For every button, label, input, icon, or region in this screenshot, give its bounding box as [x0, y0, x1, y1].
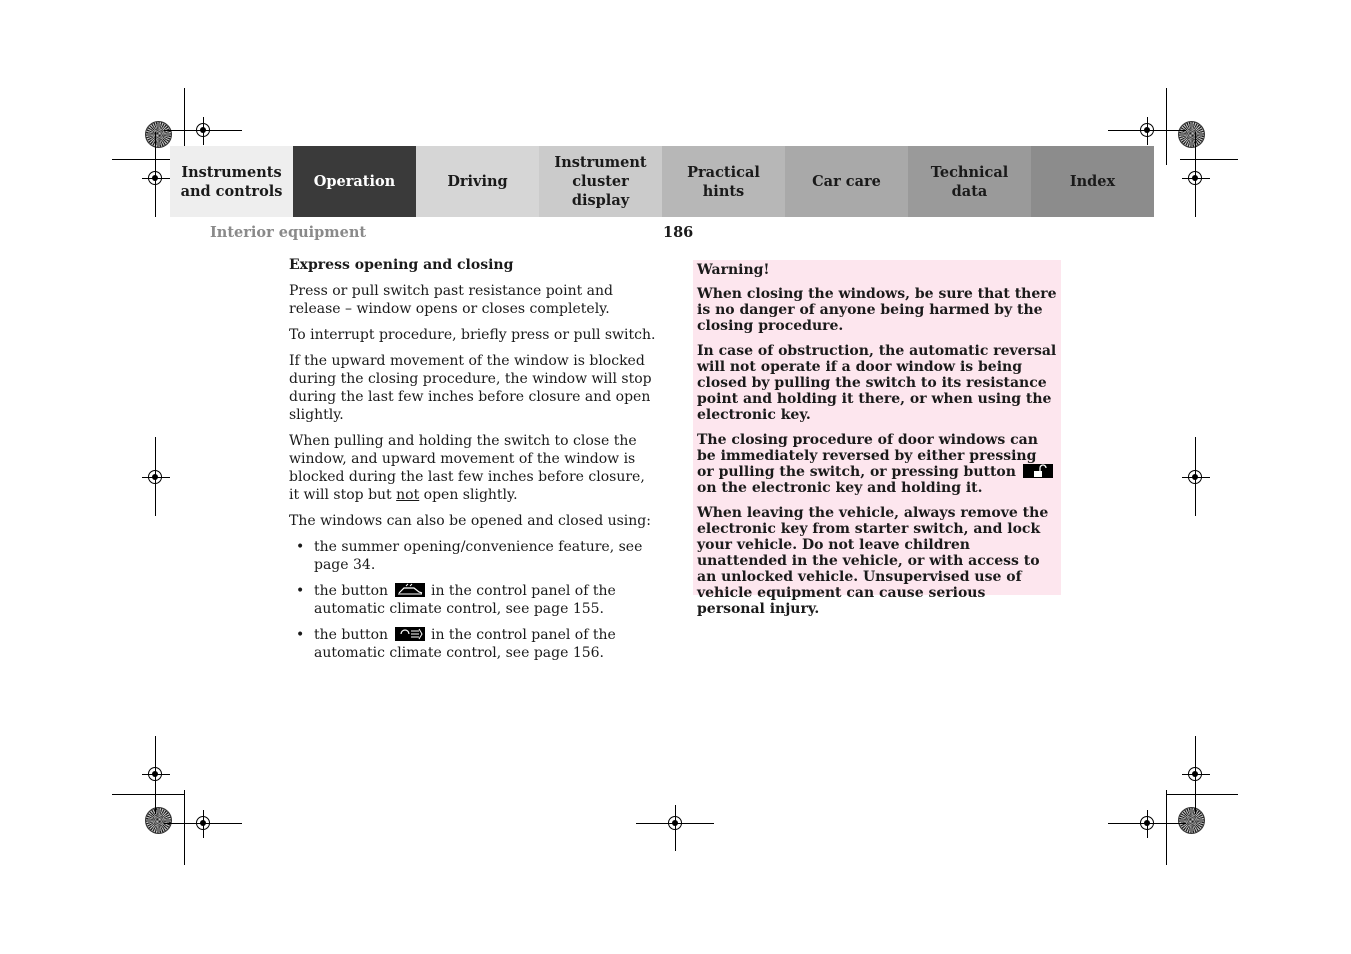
paragraph: The windows can also be opened and closed using: — [289, 513, 651, 529]
list-item-text: in the control panel of the automatic climate control, see page 155. — [314, 583, 616, 617]
warning-paragraph: When closing the windows, be sure that there is no danger of anyone being harmed by the closing procedure. — [697, 286, 1057, 334]
crop-mark — [1195, 132, 1196, 217]
crop-mark — [155, 437, 156, 516]
bullet: • — [296, 583, 305, 599]
registration-dial — [1178, 807, 1205, 834]
text-run: on the electronic key and holding it. — [697, 480, 983, 496]
list-item-text: in the control panel of the automatic climate control, see page 156. — [314, 627, 616, 661]
warning-paragraph: In case of obstruction, the automatic reversal will not operate if a door window is being closed by pulling the switch to its resistance point and holding it there, or when using the electronic key. — [697, 343, 1057, 423]
crop-mark — [184, 790, 185, 865]
car-window-icon — [395, 583, 425, 597]
paragraph: If the upward movement of the window is blocked during the closing procedure, the window will stop during the last few inches before closure and open slightly. — [289, 353, 652, 423]
crop-mark — [164, 823, 242, 824]
tab-car-care[interactable]: Car care — [785, 146, 908, 217]
page-number: 186 — [663, 224, 694, 241]
list-item — [289, 538, 657, 574]
tab-instruments-and-controls[interactable]: Instruments and controls — [170, 146, 293, 217]
list-item-text: the summer opening/convenience feature, see page 34. — [314, 539, 643, 573]
paragraph: To interrupt procedure, briefly press or pull switch. — [289, 327, 656, 343]
main-text-column — [289, 256, 657, 670]
registration-dial — [145, 121, 172, 148]
tab-operation[interactable]: Operation — [293, 146, 416, 217]
crop-mark — [675, 805, 676, 851]
tab-index[interactable]: Index — [1031, 146, 1154, 217]
crop-mark — [1166, 790, 1167, 865]
text-run: open slightly. — [419, 487, 518, 503]
text-run: The closing procedure of door windows can be immediately reversed by either pressing or pulling the switch, or pressing button — [697, 432, 1038, 480]
tab-driving[interactable]: Driving — [416, 146, 539, 217]
list-item-text: the button — [314, 627, 389, 643]
crop-mark — [1166, 794, 1238, 795]
crop-mark — [155, 736, 156, 814]
bullet: • — [296, 627, 305, 643]
section-title: Interior equipment — [210, 224, 367, 241]
bullet: • — [296, 539, 305, 555]
crop-mark — [112, 159, 170, 160]
crop-mark — [1108, 130, 1186, 131]
crop-mark — [1195, 736, 1196, 814]
warning-paragraph — [697, 432, 1057, 496]
paragraph — [289, 432, 657, 504]
emphasis-not: not — [396, 487, 420, 503]
section-tabs — [170, 146, 1180, 217]
crop-mark — [1180, 159, 1238, 160]
options-list — [289, 538, 657, 662]
registration-dial — [145, 807, 172, 834]
list-item-text: the button — [314, 583, 389, 599]
warning-paragraph: When leaving the vehicle, always remove the electronic key from starter switch, and lock your vehicle. Do not leave children unattended in the vehicle, or with access to an unlocked vehicle. Unsupervised use of vehicle equipment can cause serious personal injury. — [697, 505, 1049, 617]
registration-dial — [1178, 121, 1205, 148]
tab-practical-hints[interactable]: Practical hints — [662, 146, 785, 217]
crop-mark — [155, 132, 156, 217]
unlock-icon — [1023, 464, 1053, 478]
list-item — [289, 626, 657, 662]
list-item — [289, 582, 657, 618]
crop-mark — [1195, 437, 1196, 516]
paragraph: Press or pull switch past resistance point and release – window opens or closes completely. — [289, 283, 613, 317]
warning-title: Warning! — [697, 262, 770, 278]
text-run: When pulling and holding the switch to close the window, and upward movement of the window is blocked during the last few inches before closure, it will stop but — [289, 433, 645, 503]
warning-box — [693, 260, 1061, 617]
crop-mark — [164, 130, 242, 131]
crop-mark — [1108, 823, 1186, 824]
recirculation-icon — [395, 627, 425, 641]
tab-instrument-cluster-display[interactable]: Instrument cluster display — [539, 146, 662, 217]
tab-technical-data[interactable]: Technical data — [908, 146, 1031, 217]
section-heading: Express opening and closing — [289, 257, 514, 273]
crop-mark — [112, 794, 184, 795]
